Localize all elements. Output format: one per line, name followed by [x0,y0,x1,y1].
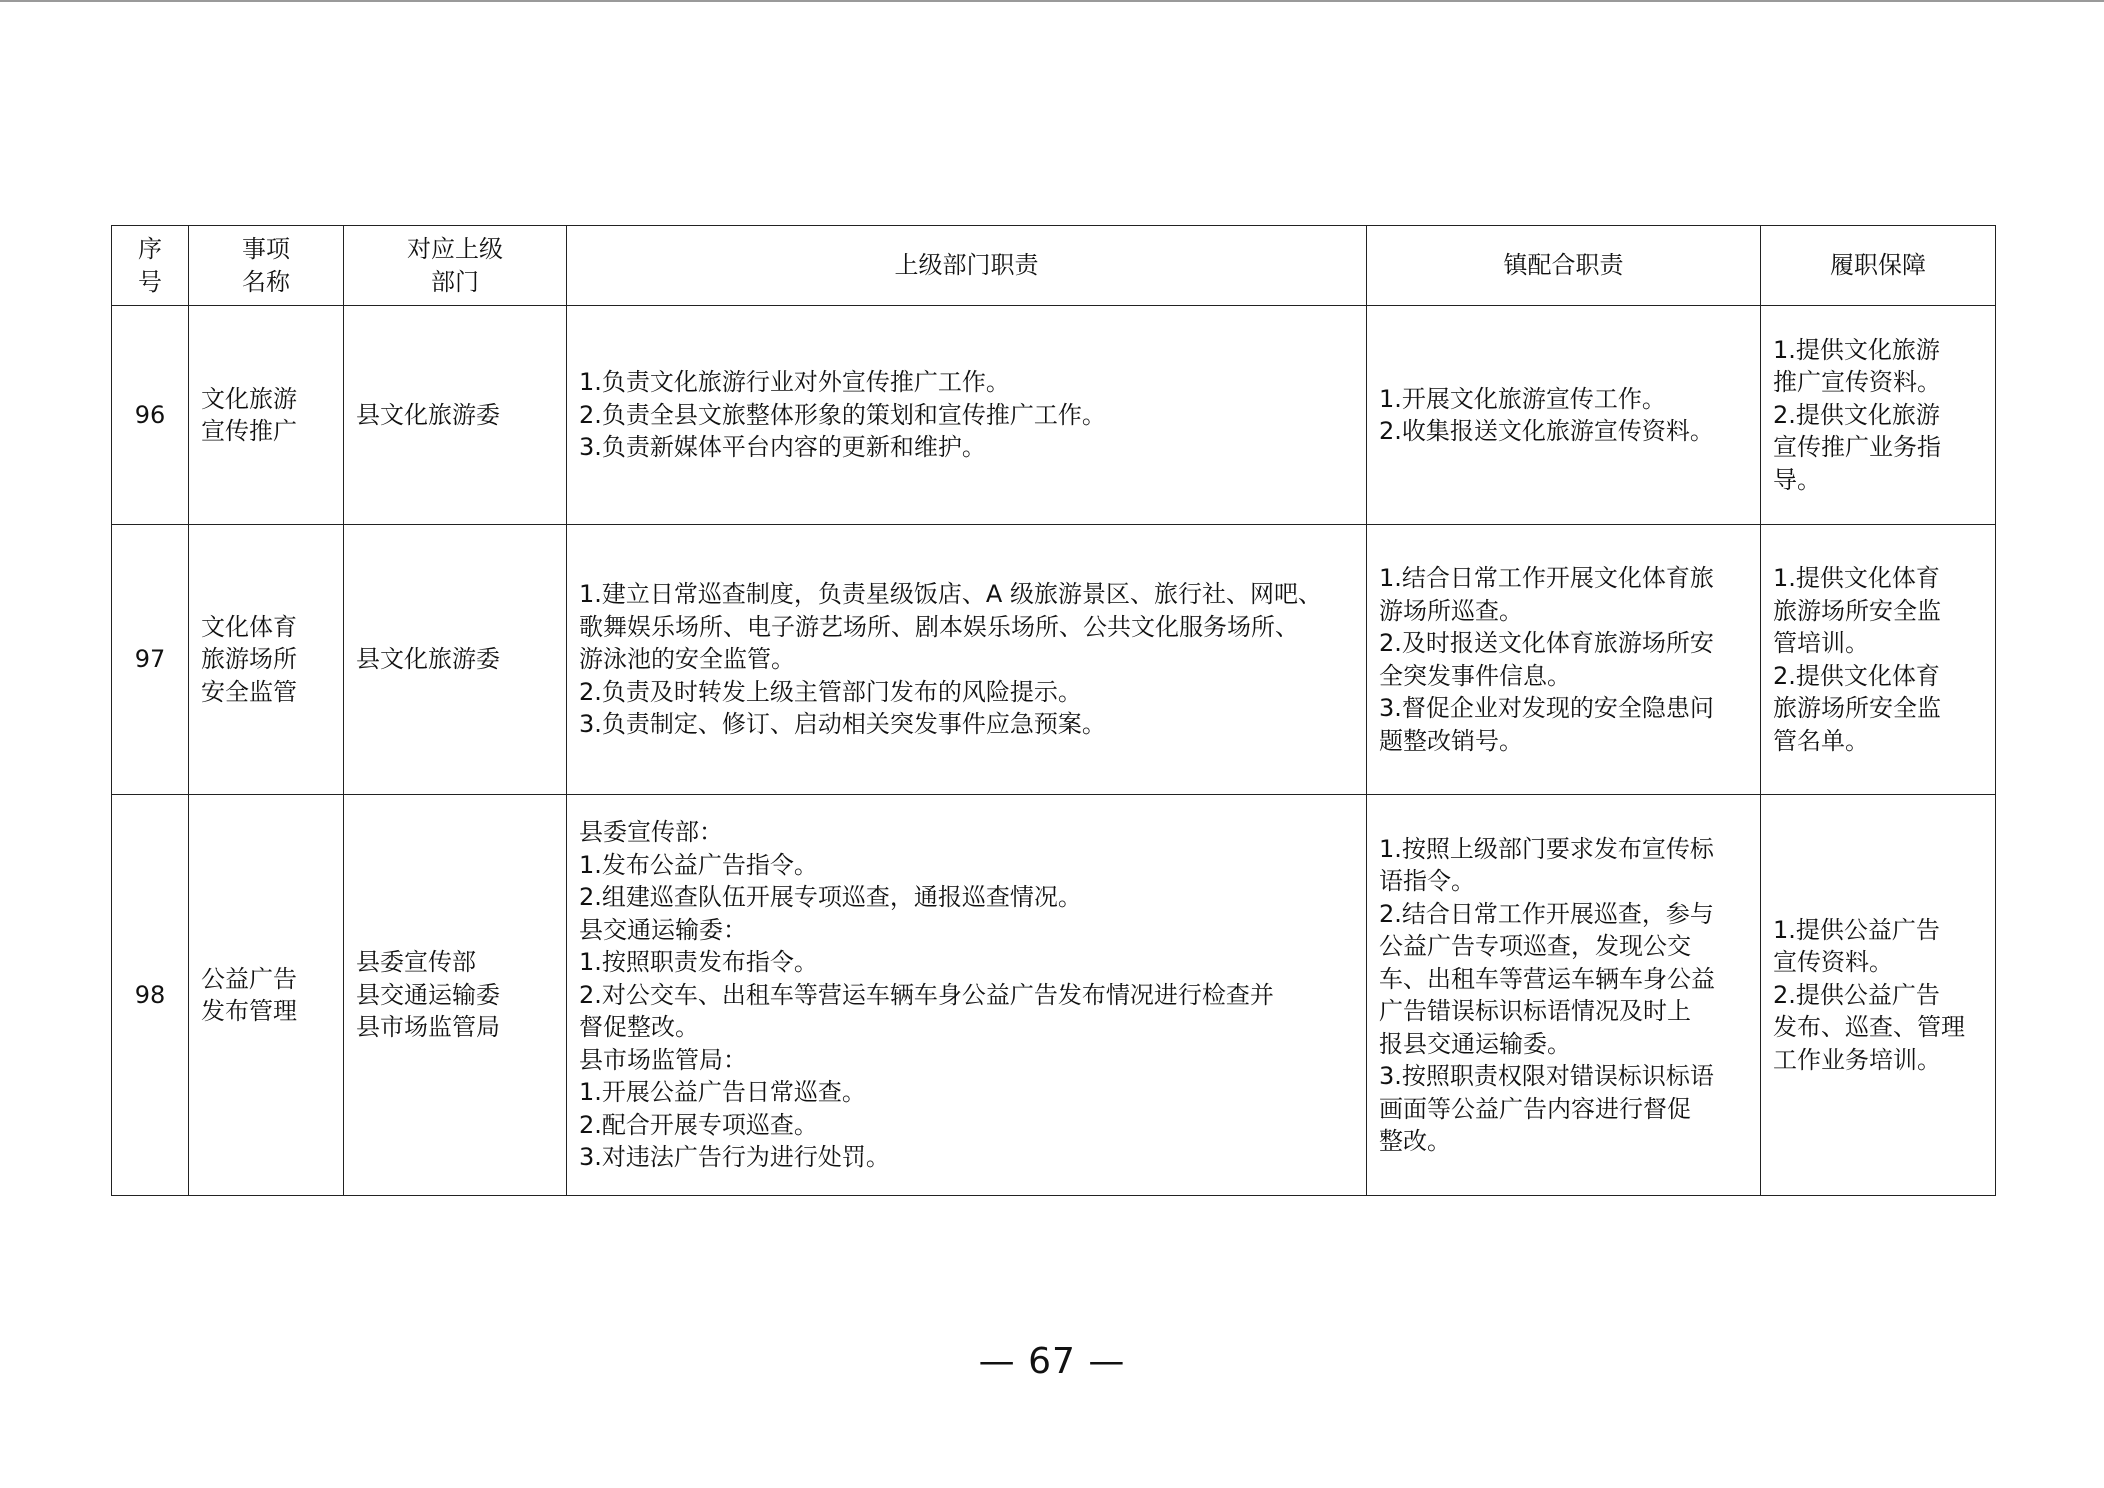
row-number: 96 [112,306,189,525]
table-row [112,795,1996,1196]
table-row [112,525,1996,795]
upper-duty-cell: 县委宣传部： 1.发布公益广告指令。 2.组建巡查队伍开展专项巡查，通报巡查情况。 县交通运输委： 1.按照职责发布指令。 2.对公交车、出租车等营运车辆车身公益广告发布情况进行检查并 督促整改。 县市场监管局： 1.开展公益广告日常巡查。 2.配合开展专项巡查。 3.对违法广告行为进行处罚。 [567,795,1367,1196]
item-name-cell: 文化旅游 宣传推广 [189,306,344,525]
town-duty-cell: 1.结合日常工作开展文化体育旅 游场所巡查。 2.及时报送文化体育旅游场所安 全突发事件信息。 3.督促企业对发现的安全隐患问 题整改销号。 [1367,525,1761,795]
item-name-cell: 文化体育 旅游场所 安全监管 [189,525,344,795]
duty-table [111,225,1996,1196]
header-item-name: 事项 名称 [189,226,344,306]
town-duty-cell: 1.开展文化旅游宣传工作。 2.收集报送文化旅游宣传资料。 [1367,306,1761,525]
guarantee-cell: 1.提供文化体育 旅游场所安全监 管培训。 2.提供文化体育 旅游场所安全监 管名单。 [1761,525,1996,795]
top-border-line [0,0,2104,2]
dept-cell: 县文化旅游委 [344,306,567,525]
row-number: 98 [112,795,189,1196]
header-upper-duty: 上级部门职责 [567,226,1367,306]
row-number: 97 [112,525,189,795]
header-town-duty: 镇配合职责 [1367,226,1761,306]
guarantee-cell: 1.提供公益广告 宣传资料。 2.提供公益广告 发布、巡查、管理 工作业务培训。 [1761,795,1996,1196]
town-duty-cell: 1.按照上级部门要求发布宣传标 语指令。 2.结合日常工作开展巡查，参与 公益广告专项巡查，发现公交 车、出租车等营运车辆车身公益 广告错误标识标语情况及时上 报县交通运输委。 3.按照职责权限对错误标识标语 画面等公益广告内容进行督促 整改。 [1367,795,1761,1196]
item-name-cell: 公益广告 发布管理 [189,795,344,1196]
upper-duty-cell: 1.建立日常巡查制度，负责星级饭店、A 级旅游景区、旅行社、网吧、 歌舞娱乐场所、电子游艺场所、剧本娱乐场所、公共文化服务场所、 游泳池的安全监管。 2.负责及时转发上级主管部门发布的风险提示。 3.负责制定、修订、启动相关突发事件应急预案。 [567,525,1367,795]
guarantee-cell: 1.提供文化旅游 推广宣传资料。 2.提供文化旅游 宣传推广业务指 导。 [1761,306,1996,525]
header-upper-dept: 对应上级 部门 [344,226,567,306]
header-seq: 序 号 [112,226,189,306]
header-guarantee: 履职保障 [1761,226,1996,306]
table-row [112,306,1996,525]
page-number: — 67 — [978,1341,1126,1382]
upper-duty-cell: 1.负责文化旅游行业对外宣传推广工作。 2.负责全县文旅整体形象的策划和宣传推广工作。 3.负责新媒体平台内容的更新和维护。 [567,306,1367,525]
dept-cell: 县委宣传部 县交通运输委 县市场监管局 [344,795,567,1196]
dept-cell: 县文化旅游委 [344,525,567,795]
table-header-row [112,226,1996,306]
